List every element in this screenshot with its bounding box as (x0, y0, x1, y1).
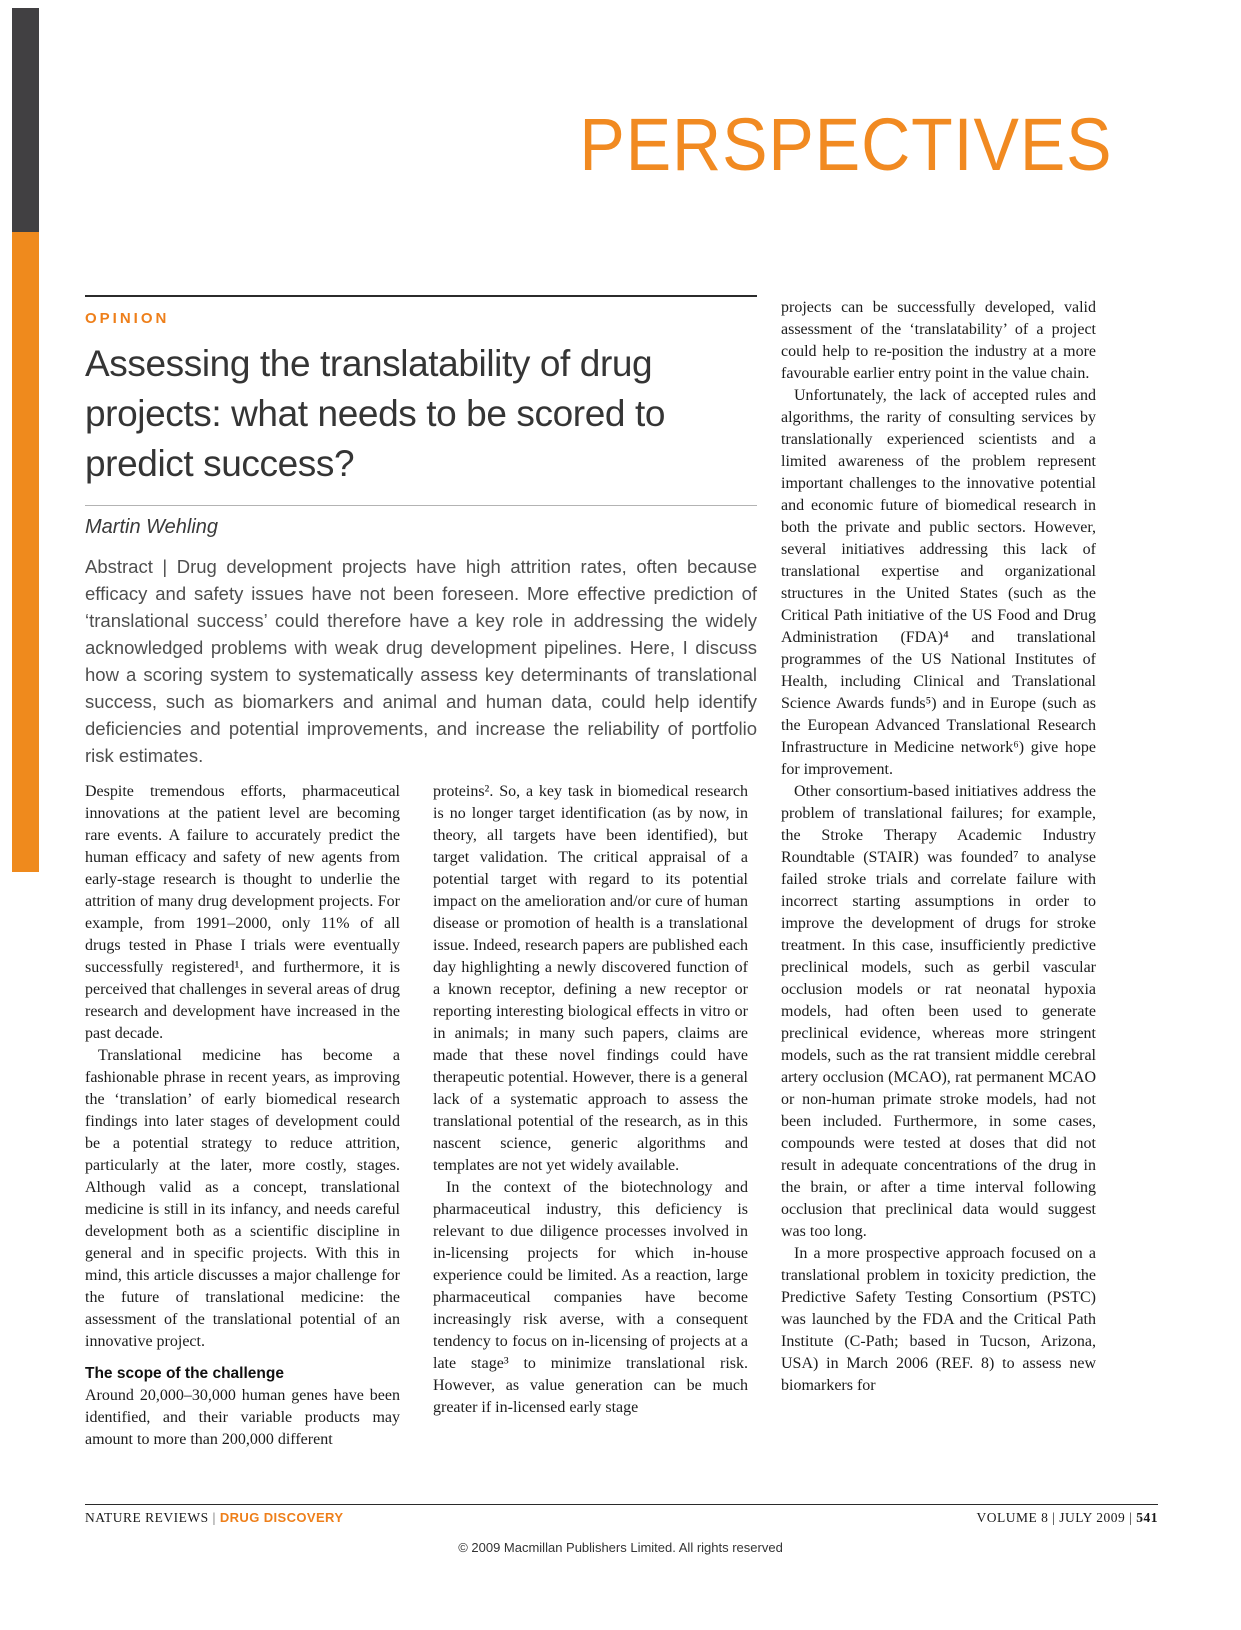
edge-bar-orange (12, 232, 39, 872)
body-paragraph: Translational medicine has become a fashionable phrase in recent years, as improving the ‘translation’ of early biomedical research findings into later stages of development could be a potential strategy to reduce attrition, particularly at the later, more costly, stages. Although valid as a concept, translational medicine is still in its infancy, and needs careful development both as a scientific discipline in general and in specific projects. With this in mind, this article discusses a major challenge for the future of translational medicine: the assessment of the translational potential of an innovative project. (85, 1047, 400, 1350)
footer-page-number: 541 (1136, 1510, 1158, 1525)
footer-separator: | (212, 1510, 216, 1525)
body-paragraph: projects can be successfully developed, valid assessment of the ‘translatability’ of a project could help to re-position the industry at a more favourable earlier entry point in the value chain. (781, 299, 1096, 382)
title-divider-rule (85, 505, 757, 506)
abstract-text: Drug development projects have high attrition rates, often because efficacy and safety issues have not been foreseen. More effective prediction of ‘translational success’ could therefore have a key role in addressing the widely acknowledged problems with weak drug development pipelines. Here, I discuss how a scoring system to systematically assess key determinants of translational success, such as biomarkers and animal and human data, could help identify deficiencies and potential improvements, and increase the reliability of portfolio risk estimates. (85, 556, 757, 766)
body-paragraph: Unfortunately, the lack of accepted rules and algorithms, the rarity of consulting services by translationally experienced scientists and a limited awareness of the problem represent important challenges to the innovative potential and economic future of biomedical research in both the private and public sectors. However, several initiatives addressing this lack of translational expertise and organizational structures in the United States (such as the Critical Path initiative of the US Food and Drug Administration (FDA)⁴ and translational programmes of the US National Institutes of Health, including Clinical and Translational Science Awards funds⁵) and in Europe (such as the European Advanced Translational Research Infrastructure in Medicine network⁶) give hope for improvement. (781, 387, 1096, 778)
body-paragraph: Around 20,000–30,000 human genes have been identified, and their variable products may amount to more than 200,000 different (85, 1387, 400, 1448)
body-paragraph: In a more prospective approach focused on a translational problem in toxicity prediction, the Predictive Safety Testing Consortium (PSTC) was launched by the FDA and the Critical Path Institute (C-Path; based in Tucson, Arizona, USA) in March 2006 (REF. 8) to assess new biomarkers for (781, 1245, 1096, 1394)
body-paragraph: proteins². So, a key task in biomedical research is no longer target identification (as by now, in theory, all targets have been identified), but target validation. The critical appraisal of a potential target with regard to its potential impact on the amelioration and/or cure of human disease or promotion of health is a translational issue. Indeed, research papers are published each day highlighting a newly discovered function of a known receptor, defining a new receptor or reporting interesting biological effects in vitro or in animals; in many such papers, claims are made that these novel findings could have therapeutic potential. However, there is a general lack of a systematic approach to assess the translational potential of the research, as in this nascent science, generic algorithms and templates are not yet widely available. (433, 783, 748, 1174)
article-kicker: OPINION (85, 310, 170, 327)
footer-journal (85, 1510, 343, 1526)
header-top-rule (85, 295, 757, 297)
author-name: Martin Wehling (85, 516, 219, 538)
section-heading: The scope of the challenge (85, 1365, 284, 1382)
footer-volume-text: VOLUME 8 | JULY 2009 | (976, 1510, 1137, 1525)
body-column-2 (433, 781, 748, 1419)
footer-volume (976, 1510, 1158, 1526)
edge-bar-dark (12, 8, 39, 232)
footer-journal-name: NATURE REVIEWS (85, 1510, 209, 1525)
copyright-notice: © 2009 Macmillan Publishers Limited. All rights reserved (458, 1540, 783, 1555)
article-title: Assessing the translatability of drug projects: what needs to be scored to predict success? (85, 343, 666, 484)
section-masthead-title: PERSPECTIVES (579, 103, 1113, 186)
footer-journal-title: DRUG DISCOVERY (219, 1510, 344, 1525)
body-paragraph: Other consortium-based initiatives address the problem of translational failures; for example, the Stroke Therapy Academic Industry Roundtable (STAIR) was founded⁷ to analyse failed stroke trials and correlate failure with incorrect starting assumptions in order to improve the development of drugs for stroke treatment. In this case, insufficiently predictive preclinical models, such as gerbil vascular occlusion models or rat neonatal hypoxia models, had often been used to generate preclinical evidence, whereas more stringent models, such as the rat transient middle cerebral artery occlusion (MCAO), rat permanent MCAO or non-human primate stroke models, had not been included. Furthermore, in some cases, compounds were tested at doses that did not result in adequate concentrations of the drug in the brain, or after a time interval following occlusion that preclinical data would suggest was too long. (781, 783, 1096, 1240)
body-column-1 (85, 781, 400, 1451)
abstract-label: Abstract | (85, 556, 177, 577)
article-abstract (85, 553, 757, 769)
article-header (85, 295, 757, 769)
footer-rule (85, 1504, 1158, 1505)
body-paragraph: Despite tremendous efforts, pharmaceutical innovations at the patient level are becoming rare events. A failure to accurately predict the human efficacy and safety of new agents from early-stage research is thought to underlie the attrition of many drug development projects. For example, from 1991–2000, only 11% of all drugs tested in Phase I trials were eventually successfully registered¹, and furthermore, it is perceived that challenges in several areas of drug research and development have increased in the past decade. (85, 783, 400, 1042)
body-paragraph: In the context of the biotechnology and pharmaceutical industry, this deficiency is relevant to due diligence processes involved in in-licensing projects for which in-house experience could be limited. As a reaction, large pharmaceutical companies have become increasingly risk averse, with a consequent tendency to focus on in-licensing of projects at a late stage³ to minimize translational risk. However, as value generation can be much greater if in-licensed early stage (433, 1179, 748, 1416)
body-column-3 (781, 297, 1096, 1397)
